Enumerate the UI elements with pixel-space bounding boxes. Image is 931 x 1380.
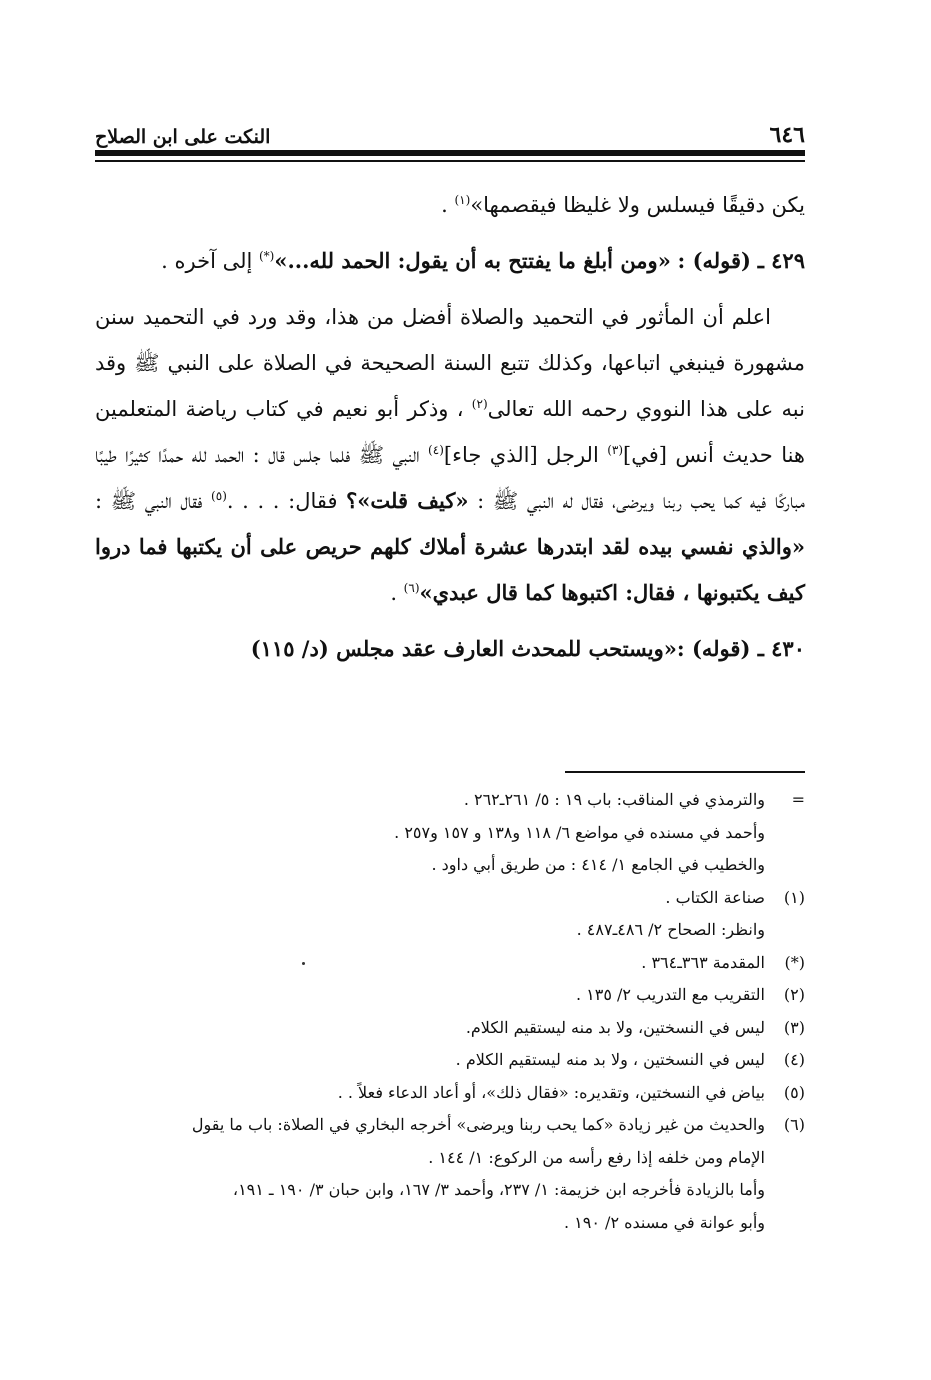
paragraph-commentary — [95, 294, 805, 616]
p3-t5: فقال: . . . . — [226, 489, 347, 513]
footnote-line — [95, 1077, 805, 1110]
footnote-line — [95, 1142, 805, 1175]
footnote-ref-3: (٣) — [607, 443, 624, 457]
footnote-ref-2: (٢) — [471, 397, 488, 411]
footnote-marker — [765, 849, 805, 882]
footnote-text: بياض في النسختين، وتقديره: «فقال ذلك»، أو أعاد الدعاء فعلاً . . — [337, 1082, 765, 1102]
footnote-marker: (*) — [784, 952, 805, 972]
running-title: النكت على ابن الصلاح — [95, 126, 271, 148]
footnote-line — [95, 1109, 805, 1142]
footnote-marker — [765, 1174, 805, 1207]
footnote-marker: (١) — [783, 887, 805, 907]
footnote-text: صناعة الكتاب . — [665, 887, 765, 907]
footnote-ref-1: (١) — [454, 193, 471, 207]
footnote-ref-6: (٦) — [403, 581, 420, 595]
footnote-line — [95, 1012, 805, 1045]
p1-text: يكن دقيقًا فيسلس ولا غليظا فيقصمها» — [470, 193, 805, 217]
footnote-text: ليس في النسختين، ولا بد منه ليستقيم الكلام. — [465, 1017, 765, 1037]
p3-t6: فقال النبي ﷺ : — [95, 489, 212, 513]
header-rule-thick — [95, 150, 805, 156]
footnote-line — [95, 1207, 805, 1240]
footnote-ref-4: (٤) — [428, 443, 444, 457]
qawl-label: (قوله) : — [677, 248, 751, 273]
p3-bold-question: «كيف قلت»؟ — [346, 488, 469, 513]
footnote-line — [95, 817, 805, 850]
footnote-marker: = — [791, 790, 805, 809]
page-number: ٦٤٦ — [769, 122, 805, 148]
footnote-marker: (٥) — [783, 1082, 805, 1102]
footnote-text: المقدمة ٣٦٣ـ٣٦٤ . — [641, 952, 765, 972]
footnote-marker — [765, 817, 805, 850]
footnote-marker: (٢) — [783, 985, 805, 1004]
quote-429: «ومن أبلغ ما يفتتح به أن يقول: الحمد لله...» — [274, 248, 671, 273]
footnote-marker — [765, 1207, 805, 1240]
p3-t1: اعلم أن المأثور في التحميد والصلاة أفضل من هذا، وقد ورد في التحميد سنن مشهورة فينبغي اتباعها، وكذلك تتبع السنة الصحيحة في الصلاة على النبي ﷺ وقد نبه على هذا النووي رحمه الله تعالى — [95, 305, 805, 421]
p3-t2: ، وذكر أبو نعيم في كتاب رياضة المتعلمين هنا حديث أنس [في] — [95, 397, 806, 467]
footnote-marker: (٦) — [783, 1115, 805, 1134]
footnote-text: وأما بالزيادة فأخرجه ابن خزيمة: ١/ ٢٣٧، وأحمد ٣/ ١٦٧، وابن حبان ٣/ ١٩٠ ـ ١٩١، — [232, 1180, 765, 1199]
footnote-marker: (٤) — [783, 1050, 805, 1069]
paragraph-429 — [95, 238, 805, 284]
paragraph-430 — [95, 626, 805, 672]
footnote-marker: (٣) — [783, 1017, 805, 1037]
footnote-line — [95, 947, 805, 980]
footnote-ref-star: (*) — [259, 249, 275, 263]
p3-bold-hadith: «والذي نفسي بيده لقد ابتدرها عشرة أملاك كلهم حريص على أن يكتبها فما دروا كيف يكتبونها ، فقال: اكتبوها كما قال عبدي» — [95, 534, 805, 605]
p4-text: ٤٣٠ ـ (قوله) :«ويستحب للمحدث العارف عقد مجلس (د/ ١١٥) — [250, 636, 805, 661]
footnote-text: ليس في النسختين ، ولا بد منه ليستقيم الكلام . — [455, 1050, 765, 1069]
footnotes — [95, 784, 805, 1239]
footnote-marker — [765, 1142, 805, 1175]
p1-end: . — [441, 193, 455, 217]
footnote-text: والخطيب في الجامع ١/ ٤١٤ : من طريق أبي داود . — [431, 855, 765, 874]
footnote-text: وأبو عوانة في مسنده ٢/ ١٩٠ . — [564, 1212, 765, 1232]
footnote-marker — [765, 914, 805, 947]
p2-tail: إلى آخره . — [161, 249, 259, 273]
paragraph-1 — [95, 182, 805, 228]
footnote-text: وأحمد في مسنده في مواضع ٦/ ١١٨ و١٣٨ و ١٥٧ و٢٥٧ . — [394, 822, 765, 842]
footnote-line — [95, 882, 805, 915]
footnote-text: والترمذي في المناقب: باب ١٩ : ٥/ ٢٦١ـ٢٦٢ . — [463, 790, 765, 809]
footnote-line — [95, 1044, 805, 1077]
page-header — [95, 112, 805, 148]
p3-t7: . — [390, 581, 404, 605]
p3-t3: الرجل [الذي جاء] — [443, 443, 608, 467]
footnote-line — [95, 914, 805, 947]
footnote-line — [95, 849, 805, 882]
footnote-text: والحديث من غير زيادة «كما يحب ربنا ويرضى» أخرجه البخاري في الصلاة: باب ما يقول — [191, 1115, 765, 1134]
entry-number-429: ٤٢٩ ـ — [757, 248, 805, 273]
footnote-line — [95, 784, 805, 817]
footnote-line — [95, 979, 805, 1012]
footnote-text: الإمام ومن خلفه إذا رفع رأسه من الركوع: ١/ ١٤٤ . — [428, 1147, 765, 1167]
footnote-text: وانظر: الصحاح ٢/ ٤٨٦ـ٤٨٧ . — [576, 920, 765, 939]
footnote-text: التقريب مع التدريب ٢/ ١٣٥ . — [575, 985, 765, 1004]
footnote-separator — [565, 771, 805, 773]
footnote-ref-5: (٥) — [211, 489, 227, 503]
footnote-line — [95, 1174, 805, 1207]
main-text — [95, 182, 805, 672]
p3-t4: النبي ﷺ فلما جلس قال : الحمد لله حمدًا كثيرًا طيبًا مباركًا فيه كما يحب ربنا ويرضى، فقال له النبي ﷺ : — [95, 443, 805, 513]
header-rule-thin — [95, 160, 805, 162]
